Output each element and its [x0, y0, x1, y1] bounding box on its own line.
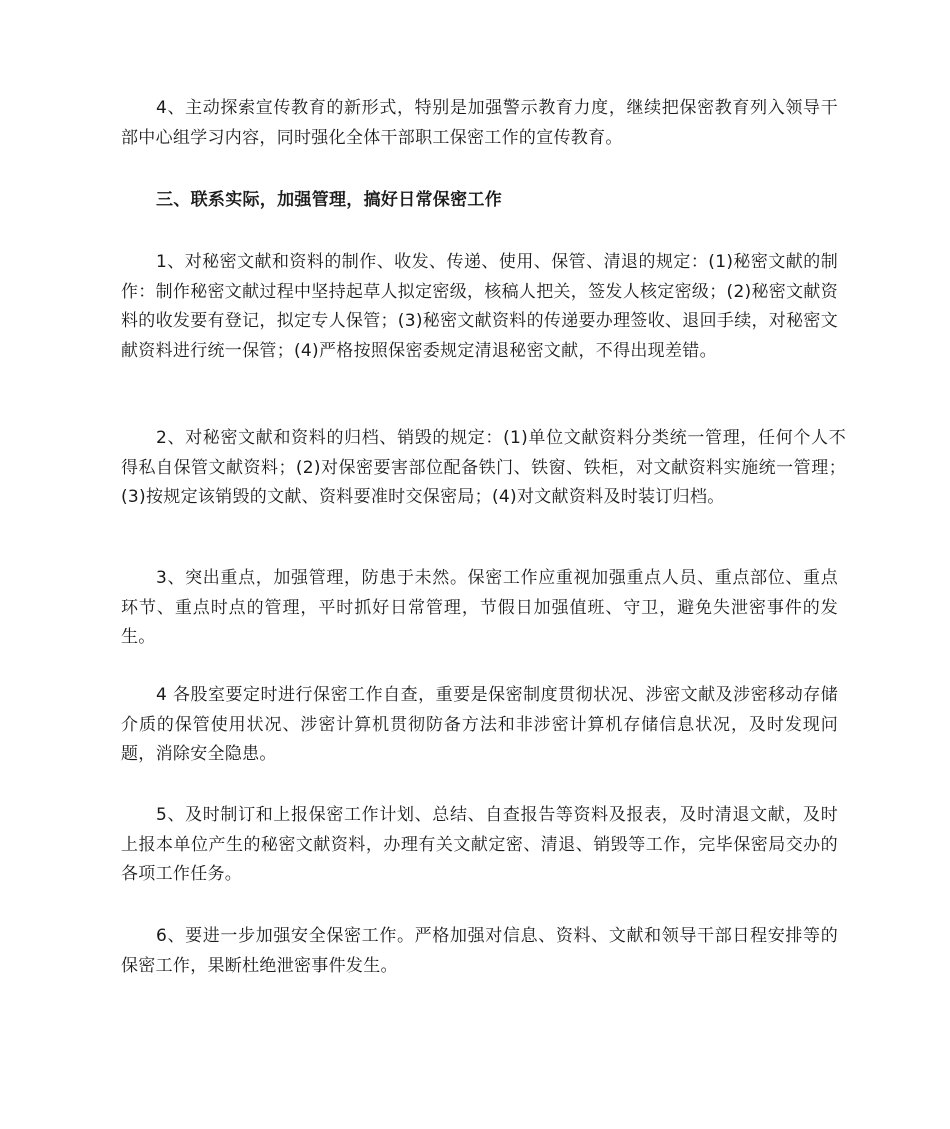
paragraph-item-4: 4 各股室要定时进行保密工作自查，重要是保密制度贯彻状况、涉密文献及涉密移动存储介质的保管使用状况、涉密计算机贯彻防备方法和非涉密计算机存储信息状况，及时发现问题，消除安全隐患。 — [121, 685, 838, 765]
section-heading: 三、联系实际，加强管理，搞好日常保密工作 — [156, 190, 502, 210]
paragraph-item-6: 6、要进一步加强安全保密工作。严格加强对信息、资料、文献和领导干部日程安排等的保密工作，果断杜绝泄密事件发生。 — [121, 926, 838, 976]
paragraph-item-1: 1、对秘密文献和资料的制作、收发、传递、使用、保管、清退的规定：(1)秘密文献的制作：制作秘密文献过程中坚持起草人拟定密级，核稿人把关，签发人核定密级；(2)秘密文献资料的收发要有登记，拟定专人保管；(3)秘密文献资料的传递要办理签收、退回手续，对秘密文献资料进行统一保管；(4)严格按照保密委规定清退秘密文献，不得出现差错。 — [121, 252, 838, 362]
paragraph-item-3: 3、突出重点，加强管理，防患于未然。保密工作应重视加强重点人员、重点部位、重点环节、重点时点的管理，平时抓好日常管理，节假日加强值班、守卫，避免失泄密事件的发生。 — [121, 568, 838, 648]
paragraph-item-5: 5、及时制订和上报保密工作计划、总结、自查报告等资料及报表，及时清退文献，及时上报本单位产生的秘密文献资料，办理有关文献定密、清退、销毁等工作，完毕保密局交办的各项工作任务。 — [121, 805, 838, 885]
paragraph-item-4-intro: 4、主动探索宣传教育的新形式，特别是加强警示教育力度，继续把保密教育列入领导干部中心组学习内容，同时强化全体干部职工保密工作的宣传教育。 — [121, 98, 838, 148]
paragraph-item-2: 2、对秘密文献和资料的归档、销毁的规定：(1)单位文献资料分类统一管理，任何个人不得私自保管文献资料；(2)对保密要害部位配备铁门、铁窗、铁柜，对文献资料实施统一管理；(3)按规定该销毁的文献、资料要准时交保密局；(4)对文献资料及时装订归档。 — [121, 428, 846, 508]
